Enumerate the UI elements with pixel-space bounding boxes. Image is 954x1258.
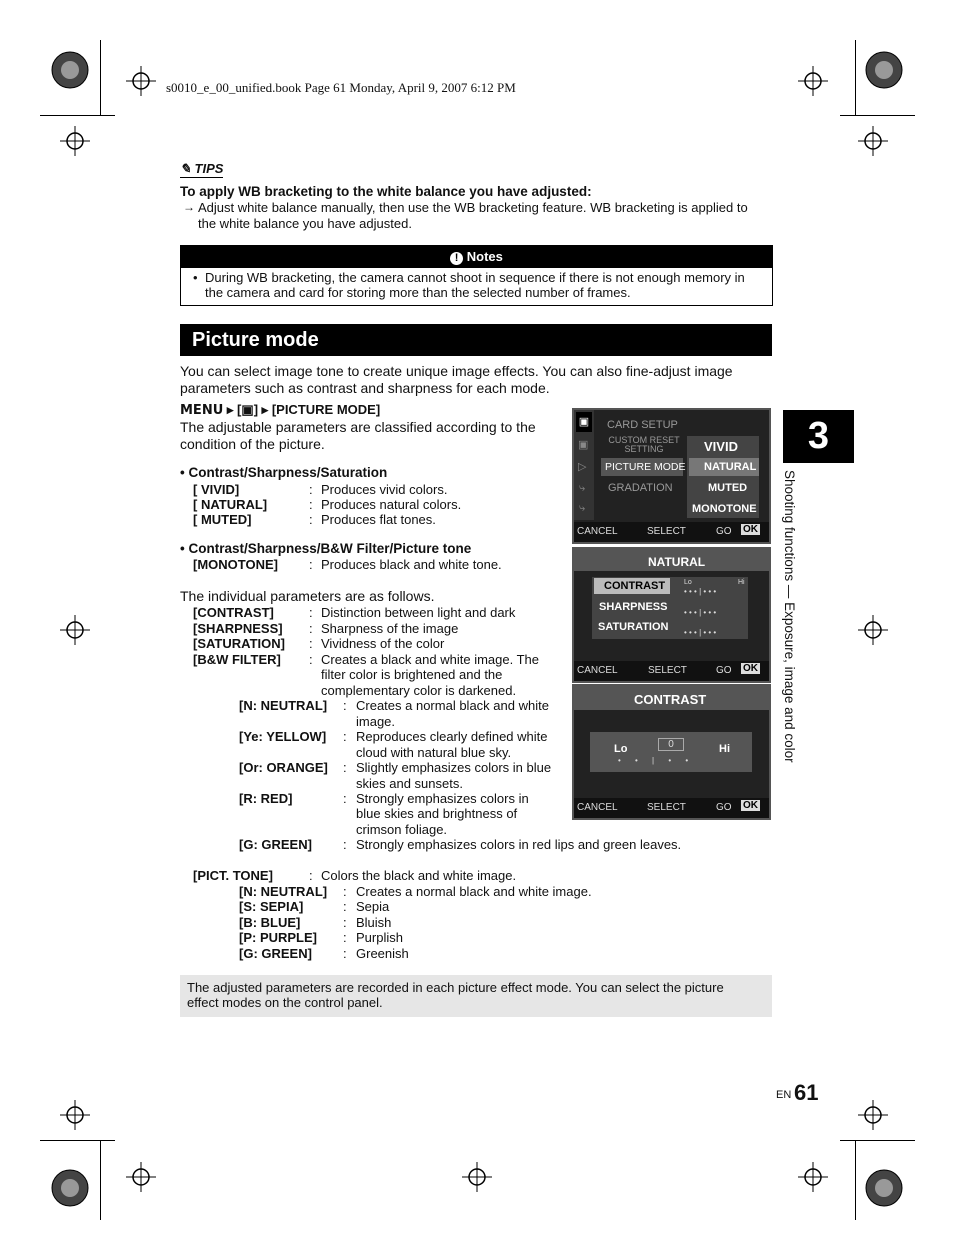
crosshair-icon — [858, 1100, 888, 1130]
tone-desc: Greenish — [356, 946, 409, 961]
colon: : — [343, 915, 347, 930]
colon: : — [309, 497, 313, 512]
natural-settings-screen — [572, 547, 771, 683]
memo-icon: ✎ — [180, 161, 191, 176]
registration-wheel-icon — [50, 50, 90, 90]
arrow-icon: → — [183, 200, 195, 214]
filter-desc: Strongly emphasizes colors in — [356, 791, 529, 806]
go-label: GO — [716, 665, 732, 676]
colon: : — [309, 557, 313, 572]
group1-title: • Contrast/Sharpness/Saturation — [180, 465, 388, 480]
param-row: SHARPNESS — [599, 601, 668, 613]
crosshair-icon — [798, 1162, 828, 1192]
menu-item: [PICTURE MODE] — [271, 402, 381, 417]
hi-label: Hi — [738, 579, 745, 586]
colon: : — [343, 760, 347, 775]
registration-wheel-icon — [864, 1168, 904, 1208]
page-lang: EN — [776, 1089, 792, 1101]
tone-desc: Bluish — [356, 915, 392, 930]
param-row: SATURATION — [598, 621, 669, 633]
scale-dots: • • • | • • • — [684, 608, 717, 617]
param-desc: Vividness of the color — [321, 636, 445, 651]
tips-label: ✎ TIPS — [180, 161, 224, 176]
colon: : — [309, 605, 313, 620]
ok-badge: OK — [743, 524, 758, 535]
adjustable-line: The adjustable parameters are classified according to the — [180, 419, 536, 435]
screen-menu-item: GRADATION — [608, 482, 673, 494]
screen-footer — [574, 798, 769, 818]
tab-column — [574, 410, 594, 520]
notes-title: Notes — [466, 249, 503, 264]
param-label: [ NATURAL] — [193, 497, 268, 512]
param-label: [SHARPNESS] — [193, 621, 283, 636]
wrench-icon: ⤷ — [579, 482, 586, 494]
tone-desc: Creates a normal black and white image. — [356, 884, 592, 899]
filter-desc: skies and sunsets. — [356, 776, 463, 791]
tips-line: the white balance you have adjusted. — [198, 216, 412, 231]
param-label: [MONOTONE] — [193, 557, 278, 572]
param-desc: Produces black and white tone. — [321, 557, 502, 572]
crosshair-icon — [60, 126, 90, 156]
filter-desc: Slightly emphasizes colors in blue — [356, 760, 552, 775]
camera-menu-screen — [572, 408, 771, 544]
crosshair-icon — [462, 1162, 492, 1192]
crop-mark — [855, 40, 856, 115]
screen-footer — [574, 661, 769, 681]
notes-line: the camera and card for storing more than the selected number of frames. — [205, 285, 631, 300]
crosshair-icon — [60, 1100, 90, 1130]
tone-label: [P: PURPLE] — [239, 930, 317, 945]
colon: : — [309, 482, 313, 497]
filter-desc: image. — [356, 714, 396, 729]
colon: : — [309, 652, 313, 667]
registration-wheel-icon — [50, 1168, 90, 1208]
tone-desc: Sepia — [356, 899, 390, 914]
filter-desc: blue skies and brightness of — [356, 806, 518, 821]
param-label: [ VIVID] — [193, 482, 240, 497]
param-desc: filter color is brightened and the — [321, 667, 503, 682]
crop-mark — [100, 40, 101, 115]
filter-label: [Or: ORANGE] — [239, 760, 328, 775]
cancel-label: CANCEL — [577, 526, 618, 537]
footer-note-box — [180, 975, 772, 1017]
bullet: • — [193, 270, 198, 285]
go-label: GO — [716, 526, 732, 537]
param-label: [B&W FILTER] — [193, 652, 281, 667]
filter-label: [Ye: YELLOW] — [239, 729, 327, 744]
crop-mark — [40, 1140, 115, 1141]
param-desc: complementary color is darkened. — [321, 683, 517, 698]
param-desc: Sharpness of the image — [321, 621, 459, 636]
menu-tab-open: [ — [237, 402, 242, 417]
param-label: [ MUTED] — [193, 512, 252, 527]
crosshair-icon — [126, 66, 156, 96]
adjustable-line: condition of the picture. — [180, 436, 325, 452]
filter-label: [N: NEUTRAL] — [239, 698, 328, 713]
filter-desc: Strongly emphasizes colors in red lips and green leaves. — [356, 837, 682, 852]
screen-footer — [574, 522, 769, 542]
crop-mark — [840, 115, 915, 116]
param-label: [PICT. TONE] — [193, 868, 273, 883]
screen-title: NATURAL — [648, 555, 706, 569]
param-desc: Produces natural colors. — [321, 497, 462, 512]
colon: : — [343, 884, 347, 899]
go-label: GO — [716, 802, 732, 813]
crosshair-icon — [126, 1162, 156, 1192]
filter-desc: crimson foliage. — [356, 822, 448, 837]
crosshair-icon — [798, 66, 828, 96]
colon: : — [343, 729, 347, 744]
tone-label: [G: GREEN] — [239, 946, 312, 961]
ok-badge: OK — [743, 800, 758, 811]
colon: : — [343, 698, 347, 713]
arrow-right-icon: ▸ — [226, 402, 234, 417]
wrench-2-icon: ⤷ — [579, 502, 586, 514]
filter-label: [R: RED] — [239, 791, 293, 806]
colon: : — [343, 899, 347, 914]
lo-label: Lo — [684, 579, 692, 586]
menu-tab-close: ] — [253, 402, 259, 417]
param-desc: Creates a black and white image. The — [321, 652, 539, 667]
colon: : — [309, 636, 313, 651]
footer-note-line: The adjusted parameters are recorded in each picture effect mode. You can select the picture — [187, 980, 724, 995]
crop-mark — [840, 1140, 915, 1141]
notes-header — [181, 246, 772, 268]
submenu-item: MUTED — [708, 482, 748, 494]
intro-line: parameters such as contrast and sharpness for each mode. — [180, 380, 550, 396]
scale-dots: • • | • • — [618, 756, 695, 765]
tips-heading: To apply WB bracketing to the white balance you have adjusted: — [180, 184, 592, 199]
crosshair-icon — [60, 615, 90, 645]
tone-label: [S: SEPIA] — [239, 899, 304, 914]
submenu-item-selected: NATURAL — [704, 461, 757, 473]
filter-desc: cloud with natural blue sky. — [356, 745, 512, 760]
param-desc: Colors the black and white image. — [321, 868, 517, 883]
filter-desc: Reproduces clearly defined white — [356, 729, 548, 744]
tips-line: Adjust white balance manually, then use the WB bracketing feature. WB bracketing is applied to — [198, 200, 748, 215]
menu-label: MENU — [180, 403, 224, 418]
ok-badge: OK — [743, 663, 758, 674]
menu-path — [180, 402, 380, 418]
notes-box — [180, 245, 773, 306]
lo-label: Lo — [614, 743, 628, 755]
crop-mark — [40, 115, 115, 116]
crosshair-icon — [858, 126, 888, 156]
colon: : — [309, 621, 313, 636]
scale-dots: • • • | • • • — [684, 587, 717, 596]
section-title: Picture mode — [180, 324, 772, 356]
crosshair-icon — [858, 615, 888, 645]
registration-wheel-icon — [864, 50, 904, 90]
chapter-side-text: Shooting functions — Exposure, image and color — [782, 470, 797, 763]
param-desc: Distinction between light and dark — [321, 605, 516, 620]
screen-menu-item: CUSTOM RESET SETTING — [608, 435, 680, 454]
footer-note-line: effect modes on the control panel. — [187, 995, 383, 1010]
camera-icon: ▣ — [241, 402, 254, 417]
crop-mark — [100, 1140, 101, 1220]
cancel-label: CANCEL — [577, 802, 618, 813]
hi-label: Hi — [719, 743, 730, 755]
submenu-item: VIVID — [704, 439, 738, 454]
select-label: SELECT — [648, 665, 687, 676]
param-row: CONTRAST — [604, 580, 666, 592]
colon: : — [343, 930, 347, 945]
intro-line: You can select image tone to create unique image effects. You can also fine-adjust image — [180, 363, 733, 379]
screen-menu-item: CARD SETUP — [607, 419, 678, 431]
scale-dots: • • • | • • • — [684, 628, 717, 637]
colon: : — [309, 512, 313, 527]
filter-label: [G: GREEN] — [239, 837, 312, 852]
params-intro: The individual parameters are as follows. — [180, 588, 435, 604]
contrast-value: 0 — [658, 738, 684, 751]
screen-title: CONTRAST — [634, 692, 707, 707]
tone-label: [N: NEUTRAL] — [239, 884, 328, 899]
notes-line: During WB bracketing, the camera cannot shoot in sequence if there is not enough memory in — [205, 270, 745, 285]
colon: : — [343, 837, 347, 852]
cancel-label: CANCEL — [577, 665, 618, 676]
file-header: s0010_e_00_unified.book Page 61 Monday, April 9, 2007 6:12 PM — [166, 80, 516, 95]
alert-icon: ! — [450, 252, 463, 265]
param-desc: Produces vivid colors. — [321, 482, 448, 497]
tone-desc: Purplish — [356, 930, 403, 945]
playback-icon: ▷ — [578, 461, 587, 473]
crop-mark — [855, 1140, 856, 1220]
page-number: 61 — [794, 1080, 819, 1105]
chapter-tab: 3 — [783, 410, 854, 463]
select-label: SELECT — [647, 526, 686, 537]
filter-desc: Creates a normal black and white — [356, 698, 549, 713]
submenu-item: MONOTONE — [692, 503, 757, 515]
colon: : — [343, 946, 347, 961]
tone-label: [B: BLUE] — [239, 915, 301, 930]
param-label: [SATURATION] — [193, 636, 285, 651]
group2-title: • Contrast/Sharpness/B&W Filter/Picture tone — [180, 541, 472, 556]
camera-2-icon: ▣ — [578, 439, 589, 451]
colon: : — [309, 868, 313, 883]
param-label: [CONTRAST] — [193, 605, 274, 620]
arrow-right-icon: ▸ — [261, 402, 269, 417]
select-label: SELECT — [647, 802, 686, 813]
screen-menu-item-selected: PICTURE MODE — [605, 461, 686, 473]
colon: : — [343, 791, 347, 806]
camera-icon: ▣ — [576, 412, 592, 432]
contrast-screen — [572, 684, 771, 820]
param-desc: Produces flat tones. — [321, 512, 436, 527]
